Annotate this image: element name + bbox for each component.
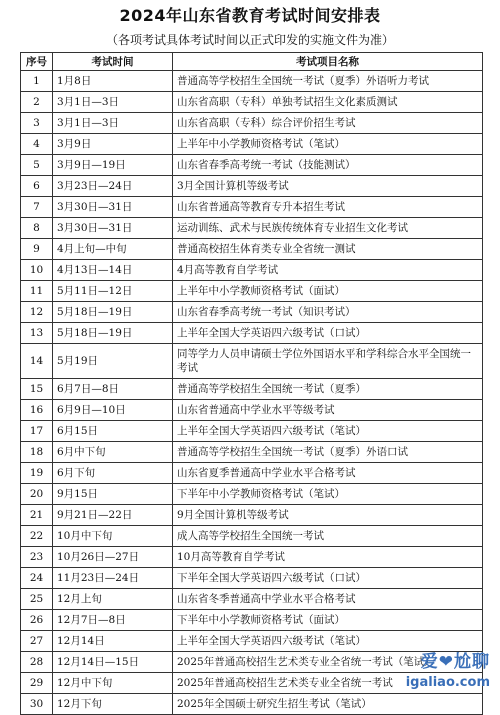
row-exam-name: 4月高等教育自学考试	[173, 260, 483, 281]
row-number: 9	[21, 239, 53, 260]
table-row	[21, 239, 483, 260]
row-exam-time: 10月26日—27日	[53, 547, 173, 568]
row-exam-time: 12月中下旬	[53, 673, 173, 694]
row-exam-name: 成人高等学校招生全国统一考试	[173, 526, 483, 547]
row-exam-name: 3月全国计算机等级考试	[173, 176, 483, 197]
table-row	[21, 302, 483, 323]
row-number: 19	[21, 463, 53, 484]
row-number: 26	[21, 610, 53, 631]
table-row	[21, 92, 483, 113]
row-exam-name: 9月全国计算机等级考试	[173, 505, 483, 526]
row-exam-time: 1月8日	[53, 71, 173, 92]
table-row	[21, 218, 483, 239]
row-exam-name: 10月高等教育自学考试	[173, 547, 483, 568]
header-exam-name: 考试项目名称	[173, 53, 483, 71]
row-exam-time: 10月中下旬	[53, 526, 173, 547]
table-row	[21, 71, 483, 92]
row-exam-name: 山东省春季高考统一考试（技能测试）	[173, 155, 483, 176]
table-row	[21, 442, 483, 463]
row-exam-time: 12月上旬	[53, 589, 173, 610]
table-row	[21, 155, 483, 176]
row-exam-name: 上半年全国大学英语四六级考试（笔试）	[173, 631, 483, 652]
row-exam-time: 6月15日	[53, 421, 173, 442]
row-exam-time: 3月9日—19日	[53, 155, 173, 176]
watermark-brand: 爱❤尬聊	[420, 652, 490, 672]
table-row	[21, 589, 483, 610]
row-exam-name: 同等学力人员申请硕士学位外国语水平和学科综合水平全国统一考试	[173, 344, 483, 379]
page-title: 2024年山东省教育考试时间安排表	[119, 6, 381, 25]
row-number: 15	[21, 379, 53, 400]
row-exam-time: 6月7日—8日	[53, 379, 173, 400]
row-exam-time: 5月18日—19日	[53, 302, 173, 323]
row-exam-time: 11月23日—24日	[53, 568, 173, 589]
row-number: 14	[21, 344, 53, 379]
row-exam-name: 普通高校招生体育类专业全省统一测试	[173, 239, 483, 260]
header-number: 序号	[21, 53, 53, 71]
row-exam-name: 下半年中小学教师资格考试（笔试）	[173, 484, 483, 505]
row-exam-time: 12月14日—15日	[53, 652, 173, 673]
row-exam-time: 12月下旬	[53, 694, 173, 715]
table-row	[21, 505, 483, 526]
table-header-row	[21, 53, 483, 71]
row-exam-time: 9月21日—22日	[53, 505, 173, 526]
row-exam-time: 3月23日—24日	[53, 176, 173, 197]
row-exam-name: 上半年全国大学英语四六级考试（口试）	[173, 323, 483, 344]
row-exam-time: 3月1日—3日	[53, 92, 173, 113]
row-exam-name: 2025年全国硕士研究生招生考试（笔试）	[173, 694, 483, 715]
row-exam-name: 山东省高职（专科）综合评价招生考试	[173, 113, 483, 134]
row-number: 24	[21, 568, 53, 589]
row-exam-name: 山东省高职（专科）单独考试招生文化素质测试	[173, 92, 483, 113]
row-exam-name: 普通高等学校招生全国统一考试（夏季）外语口试	[173, 442, 483, 463]
table-row	[21, 400, 483, 421]
watermark-domain: igaliao.com	[405, 675, 490, 690]
row-exam-time: 12月14日	[53, 631, 173, 652]
row-number: 22	[21, 526, 53, 547]
table-row	[21, 323, 483, 344]
row-number: 21	[21, 505, 53, 526]
row-number: 16	[21, 400, 53, 421]
table-row	[21, 484, 483, 505]
row-number: 23	[21, 547, 53, 568]
row-number: 18	[21, 442, 53, 463]
table-row	[21, 197, 483, 218]
row-number: 17	[21, 421, 53, 442]
row-number: 11	[21, 281, 53, 302]
table-row	[21, 344, 483, 379]
row-exam-name: 山东省夏季普通高中学业水平合格考试	[173, 463, 483, 484]
row-number: 27	[21, 631, 53, 652]
row-exam-time: 3月9日	[53, 134, 173, 155]
row-number: 6	[21, 176, 53, 197]
row-number: 4	[21, 134, 53, 155]
row-number: 12	[21, 302, 53, 323]
row-exam-name: 下半年中小学教师资格考试（面试）	[173, 610, 483, 631]
table-row	[21, 463, 483, 484]
row-number: 30	[21, 694, 53, 715]
row-exam-name: 山东省冬季普通高中学业水平合格考试	[173, 589, 483, 610]
row-exam-name: 2025年普通高校招生艺术类专业全省统一考试	[173, 673, 483, 694]
site-watermark-logo	[398, 643, 490, 697]
row-number: 10	[21, 260, 53, 281]
exam-schedule-table	[20, 52, 483, 715]
row-exam-time: 6月下旬	[53, 463, 173, 484]
row-number: 7	[21, 197, 53, 218]
row-exam-name: 普通高等学校招生全国统一考试（夏季）外语听力考试	[173, 71, 483, 92]
table-row	[21, 421, 483, 442]
row-exam-time: 12月7日—8日	[53, 610, 173, 631]
table-row	[21, 526, 483, 547]
table-row	[21, 260, 483, 281]
row-exam-time: 3月30日—31日	[53, 197, 173, 218]
row-exam-name: 上半年中小学教师资格考试（面试）	[173, 281, 483, 302]
row-exam-time: 4月13日—14日	[53, 260, 173, 281]
row-number: 13	[21, 323, 53, 344]
table-row	[21, 568, 483, 589]
row-number: 8	[21, 218, 53, 239]
row-number: 2	[21, 92, 53, 113]
table-row	[21, 113, 483, 134]
row-exam-time: 5月18日—19日	[53, 323, 173, 344]
row-number: 20	[21, 484, 53, 505]
row-exam-time: 3月1日—3日	[53, 113, 173, 134]
row-exam-name: 山东省普通高等教育专升本招生考试	[173, 197, 483, 218]
row-exam-name: 运动训练、武术与民族传统体育专业招生文化考试	[173, 218, 483, 239]
row-exam-time: 4月上旬—中旬	[53, 239, 173, 260]
row-exam-time: 9月15日	[53, 484, 173, 505]
row-number: 1	[21, 71, 53, 92]
row-exam-name: 上半年中小学教师资格考试（笔试）	[173, 134, 483, 155]
row-number: 5	[21, 155, 53, 176]
row-exam-time: 6月9日—10日	[53, 400, 173, 421]
row-exam-name: 普通高等学校招生全国统一考试（夏季）	[173, 379, 483, 400]
row-exam-time: 6月中下旬	[53, 442, 173, 463]
row-exam-time: 3月30日—31日	[53, 218, 173, 239]
row-exam-name: 上半年全国大学英语四六级考试（笔试）	[173, 421, 483, 442]
table-row	[21, 610, 483, 631]
header-exam-time: 考试时间	[53, 53, 173, 71]
row-number: 25	[21, 589, 53, 610]
row-number: 3	[21, 113, 53, 134]
row-exam-name: 山东省普通高中学业水平等级考试	[173, 400, 483, 421]
page-subtitle: （各项考试具体考试时间以正式印发的实施文件为准）	[105, 33, 394, 47]
table-row	[21, 176, 483, 197]
table-row	[21, 281, 483, 302]
row-exam-name: 山东省春季高考统一考试（知识考试）	[173, 302, 483, 323]
row-exam-time: 5月19日	[53, 344, 173, 379]
row-exam-name: 2025年普通高校招生艺术类专业全省统一考试（笔试）	[173, 652, 483, 673]
table-row	[21, 547, 483, 568]
table-row	[21, 134, 483, 155]
row-number: 29	[21, 673, 53, 694]
row-exam-time: 5月11日—12日	[53, 281, 173, 302]
row-exam-name: 下半年全国大学英语四六级考试（口试）	[173, 568, 483, 589]
table-row	[21, 379, 483, 400]
row-number: 28	[21, 652, 53, 673]
